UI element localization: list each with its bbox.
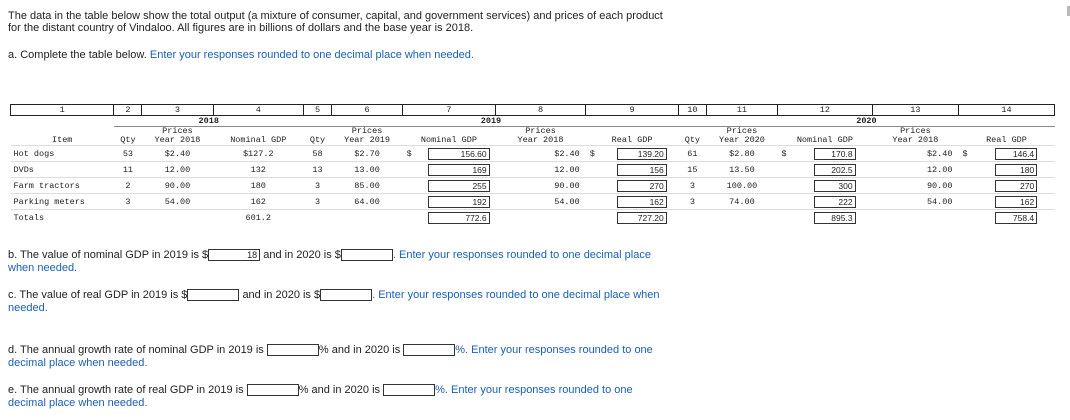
- col-num: 8: [495, 105, 586, 116]
- total-nominal-gdp-2019-cell: [422, 210, 495, 226]
- price-2018-base: 12.00: [872, 162, 958, 178]
- price-2018: 54.00: [142, 194, 213, 210]
- real-gdp-2019-cell: [605, 146, 678, 162]
- qty-2020: 61: [678, 146, 706, 162]
- header-qty-2019: Qty: [309, 135, 326, 145]
- nominal-gdp-2020-cell: [797, 178, 872, 194]
- nominal-gdp-2019-answer-input[interactable]: 18: [208, 249, 260, 261]
- total-real-gdp-2020-cell: [978, 210, 1055, 226]
- real-gdp-2019-input[interactable]: 270: [617, 180, 667, 192]
- table-row: [11, 146, 1055, 162]
- header-qty-2018: Qty: [120, 135, 136, 145]
- part-c-text-1: c. The value of real GDP in 2019 is $: [8, 289, 188, 301]
- totals-row: [11, 210, 1055, 226]
- qty-2020: 15: [678, 162, 706, 178]
- price-2018-base: 90.00: [495, 178, 586, 194]
- col-num: 3: [142, 105, 213, 116]
- nominal-gdp-2019-cell: [422, 146, 495, 162]
- header-prices-2018: [142, 127, 213, 146]
- header-year-label: Year 2019: [344, 135, 391, 145]
- col-num: 2: [114, 105, 142, 116]
- header-prices-label: Prices: [726, 126, 758, 136]
- nominal-gdp-2019-input[interactable]: 255: [428, 180, 490, 192]
- price-2020: 100.00: [706, 178, 777, 194]
- real-gdp-2020-input[interactable]: 146.4: [995, 148, 1037, 160]
- nominal-gdp-2020-input[interactable]: 170.8: [814, 148, 856, 160]
- nominal-gdp-2020-input[interactable]: 222: [814, 196, 856, 208]
- qty-2020: 3: [678, 194, 706, 210]
- year-2020-header: 2020: [678, 116, 1054, 127]
- col-num: 4: [213, 105, 304, 116]
- price-2018-base: 54.00: [495, 194, 586, 210]
- row-item: Hot dogs: [11, 146, 114, 162]
- part-e-hint: %. Enter your responses rounded to one: [435, 384, 633, 396]
- price-2020: $2.80: [706, 146, 777, 162]
- price-2019: 13.00: [332, 162, 403, 178]
- nominal-gdp-2018: 132: [213, 162, 304, 178]
- qty-2019: 58: [304, 146, 332, 162]
- header-prices-2019: [332, 127, 403, 146]
- col-num: 12: [777, 105, 872, 116]
- header-real-gdp-2020: Real GDP: [986, 135, 1027, 145]
- part-d-text-1: d. The annual growth rate of nominal GDP in 2019 is: [8, 344, 264, 356]
- real-gdp-2020-cell: [978, 162, 1055, 178]
- part-e-hint-cont: decimal place when needed.: [8, 397, 148, 409]
- header-year-label: Year 2020: [718, 135, 765, 145]
- intro-line-1: The data in the table below show the total output (a mixture of consumer, capital, and government services) and prices of each product: [8, 10, 663, 22]
- price-2018-base: 54.00: [872, 194, 958, 210]
- price-2018-base: 90.00: [872, 178, 958, 194]
- price-2018-base: 12.00: [495, 162, 586, 178]
- part-d-question: [8, 344, 653, 370]
- real-gdp-2019-input[interactable]: 156: [617, 164, 667, 176]
- part-e-question: [8, 384, 633, 410]
- price-2019: 64.00: [332, 194, 403, 210]
- col-num: 11: [706, 105, 777, 116]
- table-row: [11, 162, 1055, 178]
- part-d-hint: %. Enter your responses rounded to one: [455, 344, 653, 356]
- row-item: DVDs: [11, 162, 114, 178]
- col-num: 13: [872, 105, 958, 116]
- qty-2019: 3: [304, 194, 332, 210]
- part-b-question: [8, 249, 651, 275]
- currency-sign: $: [958, 146, 977, 162]
- col-num: 9: [586, 105, 679, 116]
- header-prices-2018-base-2020: [872, 127, 958, 146]
- nominal-gdp-2019-cell: [422, 162, 495, 178]
- col-num: 14: [958, 105, 1054, 116]
- price-2018-base: $2.40: [872, 146, 958, 162]
- nominal-gdp-2019-input[interactable]: 169: [428, 164, 490, 176]
- header-prices-label: Prices: [900, 126, 931, 136]
- nominal-gdp-2020-input[interactable]: 300: [814, 180, 856, 192]
- nominal-gdp-2020-cell: [797, 146, 872, 162]
- col-num: 5: [304, 105, 332, 116]
- currency-sign: $: [777, 146, 796, 162]
- part-e-text-2: % and in 2020 is: [298, 384, 381, 396]
- real-gdp-2020-input[interactable]: 162: [995, 196, 1037, 208]
- year-2019-header: 2019: [304, 116, 679, 127]
- total-nominal-gdp-2018: 601.2: [213, 210, 304, 226]
- real-gdp-2019-input[interactable]: 139.20: [617, 148, 667, 160]
- qty-2020: 3: [678, 178, 706, 194]
- real-gdp-2020-cell: [978, 146, 1055, 162]
- column-header-row: [11, 127, 1055, 146]
- nominal-gdp-2018: 162: [213, 194, 304, 210]
- part-c-hint-cont: needed.: [8, 302, 48, 314]
- part-b-hint-cont: when needed.: [8, 262, 78, 274]
- col-num: 6: [332, 105, 403, 116]
- col-num: 1: [11, 105, 114, 116]
- currency-sign: $: [403, 146, 422, 162]
- total-nominal-gdp-2019-input[interactable]: 772.6: [428, 212, 490, 224]
- qty-2018: 2: [114, 178, 142, 194]
- header-year-label: Year 2018: [517, 135, 564, 145]
- intro-text: [8, 10, 663, 34]
- part-e-text-1: e. The annual growth rate of real GDP in 2019 is: [8, 384, 244, 396]
- part-d-text-2: % and in 2020 is: [318, 344, 401, 356]
- real-gdp-2019-answer-input[interactable]: [187, 289, 239, 301]
- header-prices-label: Prices: [162, 126, 193, 136]
- part-c-question: [8, 289, 660, 315]
- price-2020: 74.00: [706, 194, 777, 210]
- total-nominal-gdp-2020-cell: [797, 210, 872, 226]
- part-b-text-1: b. The value of nominal GDP in 2019 is $: [8, 249, 209, 261]
- qty-2019: 13: [304, 162, 332, 178]
- nominal-gdp-2020-cell: [797, 194, 872, 210]
- nominal-gdp-2019-cell: [422, 178, 495, 194]
- qty-2018: 3: [114, 194, 142, 210]
- row-item: Farm tractors: [11, 178, 114, 194]
- price-2019: 85.00: [332, 178, 403, 194]
- col-num: 7: [403, 105, 496, 116]
- price-2018: 90.00: [142, 178, 213, 194]
- header-item: Item: [52, 135, 73, 145]
- real-gdp-2019-cell: [605, 194, 678, 210]
- header-prices-label: Prices: [525, 126, 556, 136]
- real-gdp-2020-answer-input[interactable]: [320, 289, 372, 301]
- intro-line-2: for the distant country of Vindaloo. All figures are in billions of dollars and the base year is 2018.: [8, 22, 474, 34]
- real-gdp-2020-input[interactable]: 180: [995, 164, 1037, 176]
- nominal-gdp-2019-input[interactable]: 192: [428, 196, 490, 208]
- real-gdp-2020-cell: [978, 178, 1055, 194]
- gdp-table: [10, 104, 1055, 225]
- header-nominal-gdp-2018: Nominal GDP: [230, 135, 287, 145]
- part-c-hint: . Enter your responses rounded to one decimal place when: [372, 289, 660, 301]
- part-d-hint-cont: decimal place when needed.: [8, 357, 148, 369]
- part-b-text-2: and in 2020 is $: [263, 249, 341, 261]
- header-nominal-gdp-2020: Nominal GDP: [796, 135, 853, 145]
- nominal-gdp-2018: 180: [213, 178, 304, 194]
- nominal-growth-2020-input[interactable]: [403, 344, 455, 356]
- currency-sign: $: [586, 146, 605, 162]
- real-gdp-2020-input[interactable]: 270: [995, 180, 1037, 192]
- total-real-gdp-2020-input[interactable]: 758.4: [995, 212, 1037, 224]
- real-gdp-2019-cell: [605, 178, 678, 194]
- nominal-gdp-2018: $127.2: [213, 146, 304, 162]
- price-2018-base: $2.40: [495, 146, 586, 162]
- header-nominal-gdp-2019: Nominal GDP: [420, 135, 477, 145]
- real-growth-2019-input[interactable]: [247, 384, 299, 396]
- part-a-prompt: [8, 49, 474, 61]
- header-real-gdp-2019: Real GDP: [611, 135, 653, 145]
- row-item: Parking meters: [11, 194, 114, 210]
- qty-2019: 3: [304, 178, 332, 194]
- year-row: [11, 116, 1055, 127]
- nominal-gdp-2020-answer-input[interactable]: [341, 249, 393, 261]
- part-a-hint: Enter your responses rounded to one decimal place when needed.: [149, 49, 474, 61]
- part-b-hint: . Enter your responses rounded to one decimal place: [392, 249, 651, 261]
- header-year-label: Year 2018: [892, 135, 939, 145]
- qty-2018: 53: [114, 146, 142, 162]
- header-year-label: Year 2018: [154, 135, 201, 145]
- part-c-text-2: and in 2020 is $: [242, 289, 321, 301]
- qty-2018: 11: [114, 162, 142, 178]
- col-num: 10: [678, 105, 706, 116]
- year-2018-header: 2018: [114, 116, 304, 127]
- price-2018: $2.40: [142, 146, 213, 162]
- nominal-gdp-2019-cell: [422, 194, 495, 210]
- real-gdp-2019-cell: [605, 162, 678, 178]
- price-2020: 13.50: [706, 162, 777, 178]
- total-real-gdp-2019-cell: [605, 210, 678, 226]
- price-2019: $2.70: [332, 146, 403, 162]
- price-2018: 12.00: [142, 162, 213, 178]
- total-nominal-gdp-2020-input[interactable]: 895.3: [814, 212, 856, 224]
- real-gdp-2019-input[interactable]: 162: [617, 196, 667, 208]
- part-a-label: a. Complete the table below.: [8, 49, 147, 61]
- nominal-gdp-2020-cell: [797, 162, 872, 178]
- real-growth-2020-input[interactable]: [383, 384, 435, 396]
- totals-label: Totals: [11, 210, 114, 226]
- column-number-row: [11, 105, 1055, 116]
- table-row: [11, 194, 1055, 210]
- nominal-gdp-2020-input[interactable]: 202.5: [814, 164, 856, 176]
- nominal-growth-2019-input[interactable]: [267, 344, 319, 356]
- header-prices-label: Prices: [351, 126, 383, 136]
- real-gdp-2020-cell: [978, 194, 1055, 210]
- table-row: [11, 178, 1055, 194]
- header-prices-2018-base-2019: [495, 127, 586, 146]
- nominal-gdp-2019-input[interactable]: 156.60: [428, 148, 490, 160]
- header-qty-2020: Qty: [684, 135, 701, 145]
- header-prices-2020: [706, 127, 777, 146]
- total-real-gdp-2019-input[interactable]: 727.20: [617, 212, 667, 224]
